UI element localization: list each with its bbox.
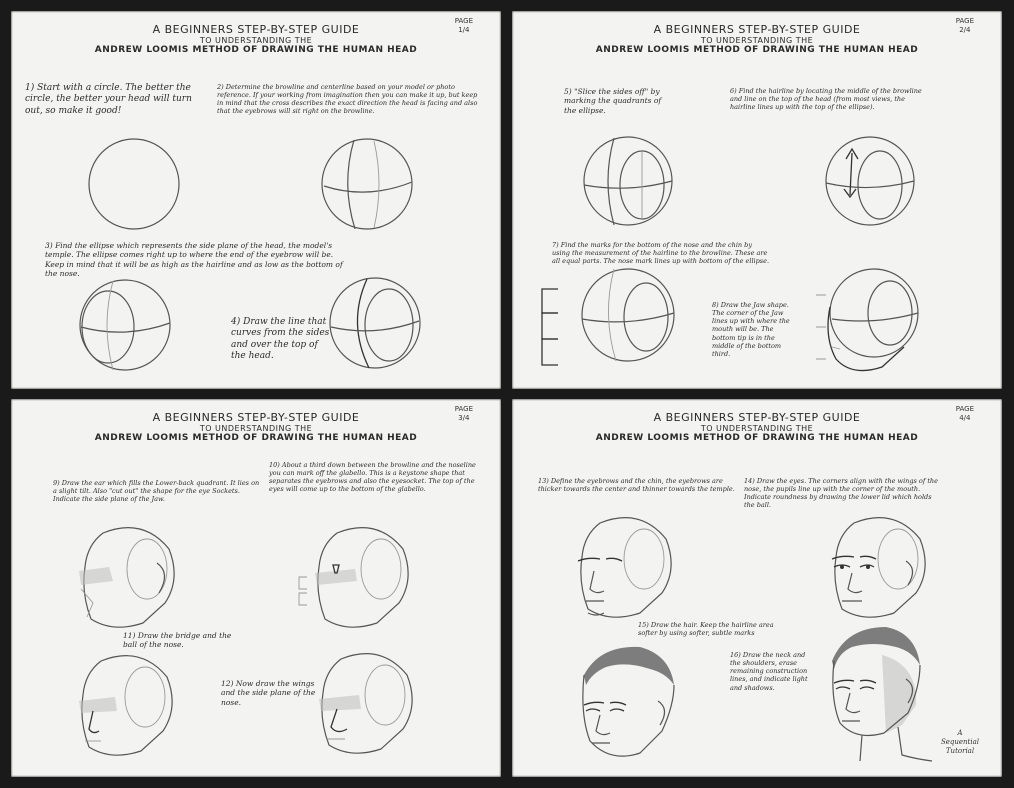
page-num: 1/4 — [458, 26, 470, 34]
step-12-wings-figure — [311, 649, 421, 761]
step-9-text: 9) Draw the ear which fills the Lower-back quadrant. It lies on a slight tilt. Also "cut out" the shape for the eye Sockets. Indicate the side plane of the Jaw. — [53, 479, 260, 504]
page-label: PAGE — [454, 405, 473, 413]
step-7-text: 7) Find the marks for the bottom of the nose and the chin by using the measurement of the hairline to the browline. These are all equal parts. The nose mark lines up with bottom of the ellipse. — [552, 241, 770, 266]
guide-subtitle: TO UNDERSTANDING THE — [199, 36, 313, 45]
guide-page-1 — [11, 11, 501, 389]
step-3-ellipse-figure — [73, 277, 183, 377]
step-16-text: 16) Draw the neck and the shoulders, erase remaining construction lines, and indicate light and shadows. — [730, 651, 808, 692]
page-label: PAGE — [955, 17, 974, 25]
step-6-text: 6) Find the hairline by locating the middle of the browline and line on the top of the head (from most views, the hairline lines up with the top of the ellipse). — [730, 87, 922, 112]
step-2-text: 2) Determine the browline and centerline based on your model or photo reference. If your working from imagination then you can make it up, but keep in mind that the cross describes the exact direction the head is facing and also that the eyebrows will sit right on the browline. — [217, 83, 478, 116]
step-3-text: 3) Find the ellipse which represents the side plane of the head, the model's temple. The ellipse comes right up to where the end of the eyebrow will be. Keep in mind that it will be as high as the hairline and as low as the bottom of the nose. — [45, 241, 343, 279]
step-1-circle-figure — [86, 136, 186, 236]
guide-title: A BEGINNERS STEP-BY-STEP GUIDE — [152, 23, 360, 36]
signature-line: A — [957, 729, 963, 737]
step-7-measure-figure — [536, 265, 686, 375]
step-14-eyes-figure — [824, 513, 934, 625]
step-4-text: 4) Draw the line that curves from the sides and over the top of the head. — [231, 317, 330, 361]
guide-heading: ANDREW LOOMIS METHOD OF DRAWING THE HUMAN HEAD — [595, 45, 919, 55]
step-11-nose-figure — [71, 651, 181, 761]
guide-heading: ANDREW LOOMIS METHOD OF DRAWING THE HUMAN HEAD — [595, 433, 919, 443]
guide-heading: ANDREW LOOMIS METHOD OF DRAWING THE HUMAN HEAD — [94, 433, 418, 443]
guide-subtitle: TO UNDERSTANDING THE — [700, 36, 814, 45]
step-13-eyebrows-figure — [570, 513, 680, 625]
guide-page-2 — [512, 11, 1002, 389]
step-8-text: 8) Draw the Jaw shape. The corner of the Jaw lines up with where the mouth will be. The bottom tip is in the middle of the bottom third. — [712, 301, 790, 358]
step-4-line-figure — [327, 275, 427, 375]
step-12-text: 12) Now draw the wings and the side plane of the nose. — [221, 679, 316, 707]
guide-heading: ANDREW LOOMIS METHOD OF DRAWING THE HUMAN HEAD — [94, 45, 418, 55]
step-8-jaw-figure — [812, 267, 932, 382]
signature-line: Tutorial — [945, 747, 975, 755]
step-14-text: 14) Draw the eyes. The corners align with the wings of the nose, the pupils line up with the corner of the mouth. Indicate roundness by drawing the lower lid which holds the ball. — [744, 477, 938, 510]
page-num: 3/4 — [458, 414, 470, 422]
page-number — [455, 405, 473, 423]
step-13-text: 13) Define the eyebrows and the chin, the eyebrows are thicker towards the center and thinner towards the temple. — [538, 477, 735, 494]
tutorial-signature — [930, 729, 990, 756]
guide-page-4 — [512, 399, 1002, 777]
guide-title: A BEGINNERS STEP-BY-STEP GUIDE — [653, 23, 861, 36]
signature-line: Sequential — [940, 738, 980, 746]
page-number — [956, 17, 974, 35]
step-5-text: 5) "Slice the sides off" by marking the quadrants of the ellipse. — [564, 87, 662, 115]
step-1-text: 1) Start with a circle. The better the circle, the better your head will turn out, so make it good! — [25, 83, 192, 116]
page-num: 2/4 — [959, 26, 971, 34]
step-5-quadrants-figure — [580, 135, 680, 231]
step-10-text: 10) About a third down between the browline and the noseline you can mark off the glabello. This is a keystone shape that separates the eyebrows and also the eyesocket. The top of the eyes will come up to the bottom of the glabello. — [269, 461, 476, 494]
step-15-hair-figure — [570, 645, 680, 769]
guide-title: A BEGINNERS STEP-BY-STEP GUIDE — [653, 411, 861, 424]
step-10-glabella-figure — [307, 523, 417, 633]
page-label: PAGE — [955, 405, 974, 413]
step-11-text: 11) Draw the bridge and the ball of the nose. — [123, 631, 232, 650]
page-num: 4/4 — [959, 414, 971, 422]
page-number — [455, 17, 473, 35]
page-label: PAGE — [454, 17, 473, 25]
step-16-final-portrait-figure — [822, 625, 932, 765]
step-15-text: 15) Draw the hair. Keep the hairline area softer by using softer, subtle marks — [638, 621, 774, 638]
step-2-cross-figure — [319, 136, 419, 236]
guide-subtitle: TO UNDERSTANDING THE — [199, 424, 313, 433]
guide-title: A BEGINNERS STEP-BY-STEP GUIDE — [152, 411, 360, 424]
step-6-hairline-figure — [822, 135, 922, 231]
guide-subtitle: TO UNDERSTANDING THE — [700, 424, 814, 433]
page-number — [956, 405, 974, 423]
step-9-ear-figure — [73, 523, 183, 633]
guide-page-3 — [11, 399, 501, 777]
